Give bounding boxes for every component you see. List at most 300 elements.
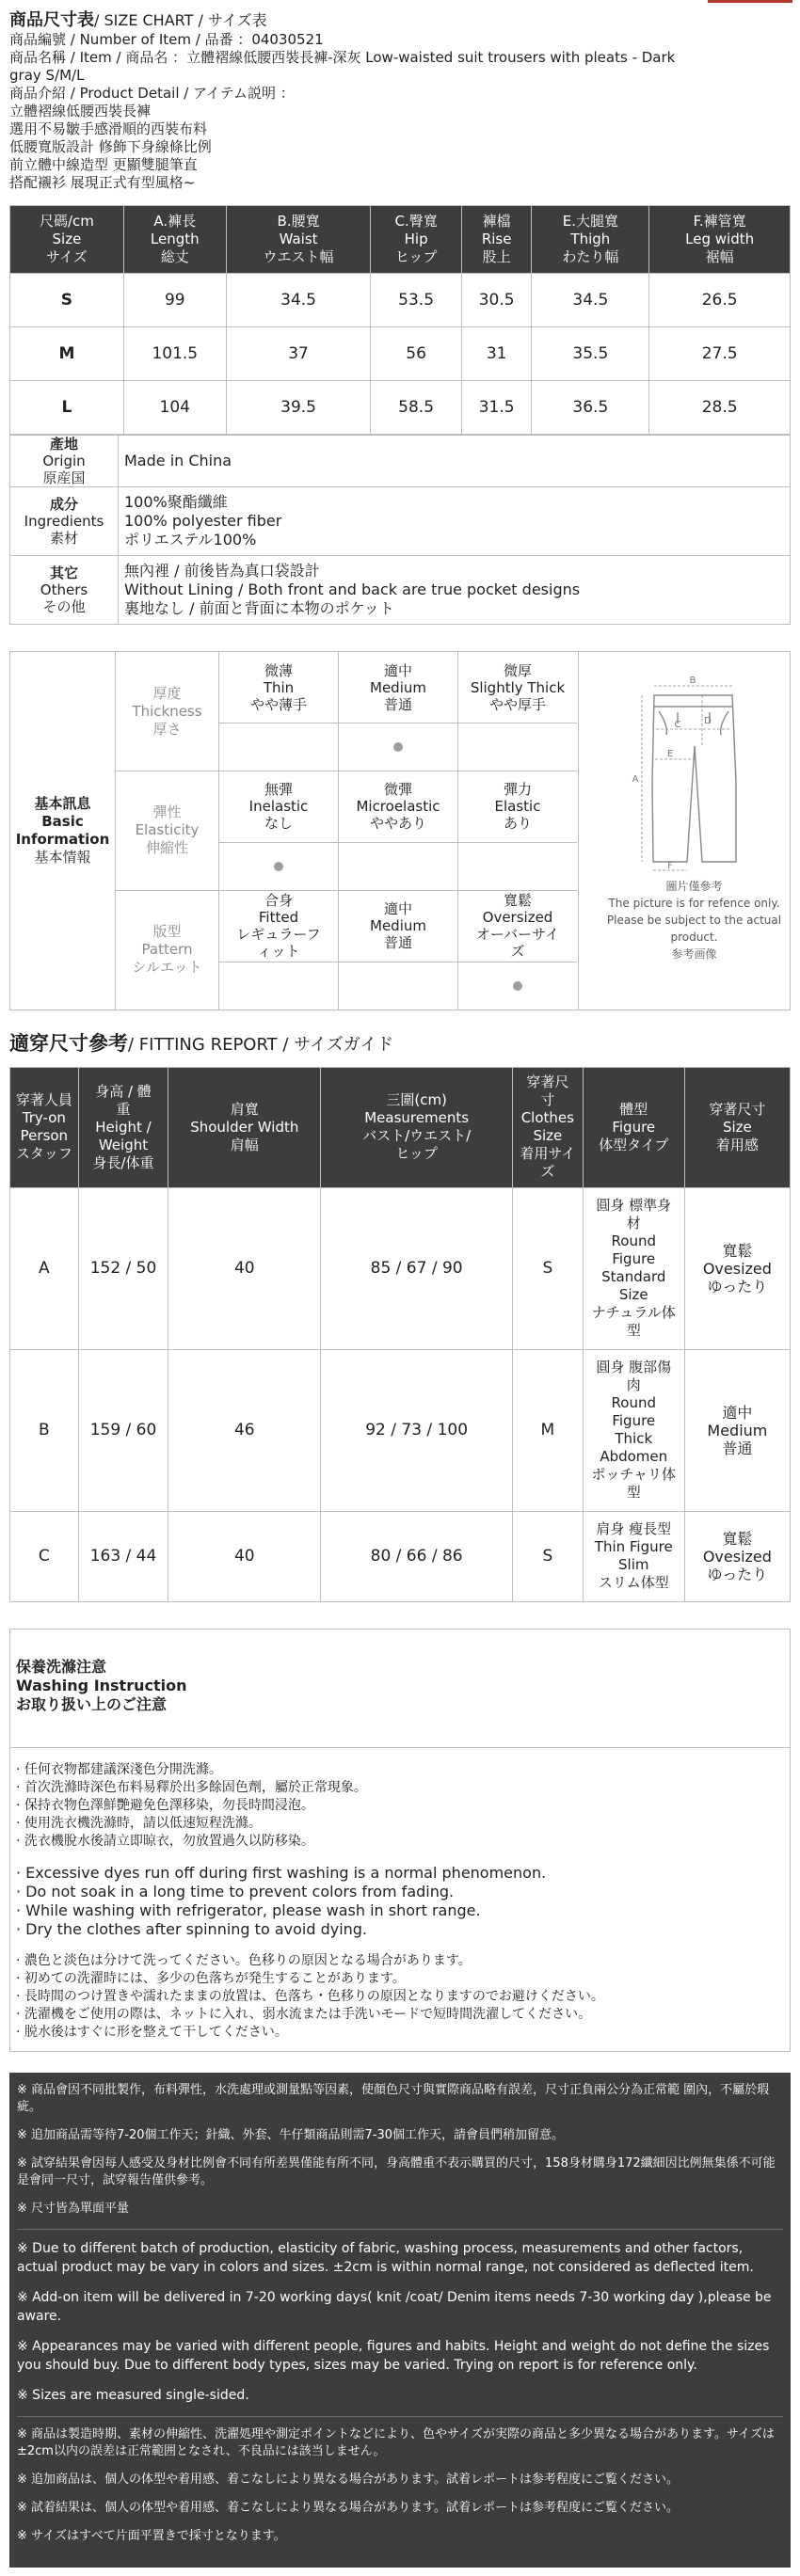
header-line: Try-on [22, 1109, 66, 1127]
attribute-name-line: 伸縮性 [145, 839, 188, 857]
figure-line: Thick [615, 1430, 653, 1448]
figure-line: Round [611, 1232, 656, 1250]
washing-line-jp: · 洗濯機をご使用の際は、ネットに入れ、弱水流または手洗いモードで短時間洗濯してください。 [16, 2006, 592, 2022]
basic-information-panel [9, 651, 791, 1010]
size-value: 34.5 [532, 274, 649, 327]
note-jp: ※ サイズはすべて片面平置きで採寸となります。 [17, 2528, 286, 2543]
attribute-option [458, 652, 577, 771]
option-label-line: ややあり [369, 815, 426, 833]
figure-line: 型 [626, 1322, 641, 1340]
basic-information-label [10, 652, 116, 1010]
caption-line: product. [670, 930, 718, 945]
figure-line: ポッチャリ体 [591, 1466, 677, 1484]
note-zh: ※ 試穿結果會因每人感受及身材比例會不同有所差異僅能有所不同，身高體重不表示購買的尺寸，158身材購身172纖細因比例無集係不可能是會同一尺寸，試穿報告僅供參考。 [17, 2155, 776, 2187]
attribute-grid [116, 652, 577, 1010]
attribute-name-line: Pattern [141, 941, 193, 959]
option-label [458, 891, 577, 962]
header-line: 身高 / 體 [95, 1082, 152, 1100]
info-line: 低腰寬版設計 修飾下身線條比例 [9, 138, 212, 156]
attribute-row [116, 771, 577, 891]
header-line: Weight [98, 1136, 149, 1153]
header-line: 着用サイ [520, 1145, 576, 1163]
attribute-option [219, 891, 339, 1010]
washing-body [10, 1748, 790, 2051]
size-value: 37 [226, 327, 371, 381]
washing-line-jp: · 長時間のつけ置きや濡れたままの放置は、色落ち・色移りの原因となりますのでお避けください。 [16, 1988, 604, 2004]
size-value: 53.5 [371, 274, 461, 327]
notes-panel [9, 2073, 791, 2568]
fitting-report-table [9, 1067, 791, 1602]
option-label-text [249, 781, 309, 832]
header-line: 股上 [482, 248, 511, 266]
figure-line: 肉 [626, 1376, 641, 1394]
product-meta-table [9, 435, 791, 625]
size-header-cell [371, 206, 461, 274]
info-line: 前立體中線造型 更顯雙腿筆直 [9, 156, 198, 174]
option-label-line: 適中 [383, 900, 412, 918]
header-line: 穿著尺 [526, 1073, 569, 1091]
option-indicator [219, 843, 338, 890]
attribute-option [339, 771, 458, 890]
fit-header-cell [684, 1067, 790, 1187]
attribute-name-line: 厚度 [152, 684, 182, 702]
header-line: 穿著人員 [15, 1091, 72, 1109]
size-value: 35.5 [532, 327, 649, 381]
feel-line: ゆったり [707, 1277, 768, 1296]
attribute-option [339, 652, 458, 771]
header-line: A.褲長 [153, 213, 197, 231]
attribute-name-text [132, 923, 201, 977]
option-label [339, 652, 457, 724]
fit-person: C [10, 1511, 79, 1601]
fit-meas: 80 / 66 / 86 [321, 1511, 513, 1601]
option-label-line: 微厚 [503, 661, 532, 679]
size-value: 39.5 [226, 381, 371, 435]
option-indicator [339, 724, 457, 771]
option-label-text [356, 781, 440, 832]
header-line: 寸 [540, 1091, 555, 1109]
meta-value-line: 100% polyester fiber [124, 512, 282, 531]
meta-row [10, 436, 791, 487]
attribute-name-line: Thickness [132, 702, 202, 720]
fit-figure [583, 1187, 684, 1349]
option-label [339, 771, 457, 843]
option-label-line: やや厚手 [488, 695, 546, 713]
option-label-line: Microelastic [356, 798, 440, 816]
note-zh: ※ 尺寸皆為單面平量 [17, 2201, 130, 2216]
header-line: Thigh [570, 231, 611, 248]
header-line: Height / [95, 1118, 152, 1136]
option-label-text [370, 662, 426, 713]
option-label-line: ズ [510, 943, 525, 961]
option-label-line: Slightly Thick [470, 678, 566, 696]
header-line: E.大腿寬 [562, 213, 618, 231]
header-line: わたり幅 [562, 248, 619, 266]
size-value: 56 [371, 327, 461, 381]
option-label [458, 771, 577, 843]
attribute-row [116, 891, 577, 1010]
meta-label-line: 原産国 [42, 469, 86, 487]
option-label-text [236, 892, 320, 960]
fit-size: S [512, 1187, 583, 1349]
note-zh: ※ 商品會因不同批製作，布料彈性，水洗處理或測量點等因素，使顏色尺寸與實際商品略有誤差，尺寸正負兩公分為正常範 圍內，不屬於瑕疵。 [17, 2082, 770, 2114]
option-label-line: オーバーサイ [475, 926, 560, 944]
size-label: S [10, 274, 124, 327]
attribute-option [458, 891, 577, 1010]
option-indicator [458, 962, 577, 1010]
basic-label-line: Information [15, 831, 110, 849]
option-indicator [458, 843, 577, 890]
fit-feel [684, 1187, 790, 1349]
option-label-line: なし [264, 815, 293, 833]
option-label-line: 微彈 [383, 781, 412, 799]
fit-header-cell [512, 1067, 583, 1187]
selected-dot-icon [393, 742, 403, 752]
fit-size: M [512, 1349, 583, 1511]
size-header-cell [649, 206, 791, 274]
diagram-letter-f: F [667, 861, 673, 872]
info-line: 搭配襯衫 展現正式有型風格~ [9, 174, 196, 192]
attribute-option [339, 891, 458, 1010]
meta-value [119, 487, 791, 556]
size-row [10, 327, 791, 381]
attribute-name-line: 厚さ [152, 720, 182, 738]
meta-label [10, 487, 119, 556]
fit-hw: 159 / 60 [78, 1349, 168, 1511]
info-line: gray S/M/L [9, 67, 85, 85]
option-label [339, 891, 457, 962]
note-jp: ※ 追加商品は、個人の体型や着用感、着こなしにより異なる場合があります。試着レポートは参考程度にご覧ください。 [17, 2472, 679, 2487]
fit-shoulder: 46 [168, 1349, 321, 1511]
meta-value-line: 無內裡 / 前後皆為真口袋設計 [124, 562, 320, 580]
header-line: F.褲管寬 [693, 213, 746, 231]
info-line: 立體褶線低腰西裝長褲 [9, 103, 152, 120]
option-label-line: Inelastic [248, 798, 309, 816]
header-line: Clothes [520, 1109, 574, 1127]
meta-row [10, 487, 791, 556]
size-header-cell [123, 206, 226, 274]
washing-heading-line: 保養洗滌注意 [16, 1657, 107, 1676]
figure-line: スリム体型 [598, 1574, 669, 1592]
header-line: Size [722, 1118, 752, 1136]
figure-line: 材 [626, 1215, 641, 1232]
header-line: C.臀寬 [394, 213, 438, 231]
size-value: 30.5 [461, 274, 532, 327]
option-indicator [219, 724, 338, 771]
diagram-letter-e: E [666, 749, 674, 760]
header-line: 體型 [619, 1100, 648, 1118]
size-label: L [10, 381, 124, 435]
option-label-line: Elastic [494, 798, 541, 816]
option-indicator [219, 962, 338, 1010]
note-jp: ※ 商品は製造時期、素材の伸縮性、洗濯処理や測定ポイントなどにより、色やサイズが実際の商品と多少異なる場合があります。サイズは±2cm以内の誤差は正常範囲となされ、不良品には該当しません。 [17, 2426, 775, 2458]
header-line: ズ [540, 1163, 555, 1181]
option-label-text [495, 781, 541, 832]
header-line: バスト/ウエスト/ [362, 1127, 472, 1145]
note-en: ※ Due to different batch of production, elasticity of fabric, washing process, measurements and other factors, actual product may be vary in colors and sizes. ±2cm is within normal range, not considered as deflected item. [17, 2240, 754, 2275]
header-line: Measurements [364, 1109, 470, 1127]
washing-line-jp: · 初めての洗濯時には、多少の色落ちが発生することがあります。 [16, 1970, 406, 1986]
info-line: 選用不易皺手感滑順的西裝布料 [9, 120, 208, 138]
attribute-option [219, 652, 339, 771]
option-label-text [471, 662, 565, 713]
attribute-name-text [136, 803, 200, 857]
fit-shoulder: 40 [168, 1511, 321, 1601]
option-label-text [250, 662, 307, 713]
selected-dot-icon [513, 981, 522, 991]
basic-label-line: 基本情報 [34, 849, 91, 867]
trousers-outline-icon [621, 669, 762, 871]
option-label-line: 無彈 [264, 781, 293, 799]
product-info [9, 31, 791, 192]
washing-line-zh: · 洗衣機脫水後請立即晾衣，勿放置過久以防移染。 [16, 1833, 314, 1849]
basic-label-line: 基本訊息 [34, 795, 91, 813]
header-line: Length [150, 231, 200, 248]
washing-line-zh: · 首次洗滌時深色布料易釋於出多餘固色劑，屬於正常現象。 [16, 1779, 367, 1795]
header-line: Figure [612, 1118, 656, 1136]
note-en: ※ Sizes are measured single-sided. [17, 2387, 249, 2403]
meta-value-line: 100%聚酯纖維 [124, 493, 228, 512]
option-label-line: Medium [370, 678, 426, 696]
header-line: 着用感 [715, 1136, 759, 1153]
meta-label-line: 其它 [49, 564, 78, 582]
header-line: 肩幅 [230, 1136, 259, 1153]
meta-label-line: その他 [42, 598, 86, 616]
fit-header-cell [10, 1067, 79, 1187]
option-label-line: やや薄手 [249, 695, 307, 713]
meta-label-line-wrap [10, 564, 118, 581]
figure-line: 型 [626, 1484, 641, 1502]
washing-line-en: · While washing with refrigerator, please wash in short range. [16, 1900, 481, 1919]
trousers-diagram [578, 652, 800, 1010]
attribute-name [116, 891, 219, 1010]
fit-figure [583, 1349, 684, 1511]
washing-line-zh: · 使用洗衣機洗滌時，請以低速短程洗滌。 [16, 1815, 262, 1831]
info-line: 商品編號 / Number of Item / 品番 ：04030521 [9, 31, 324, 49]
meta-label-line: 成分 [49, 496, 78, 514]
basic-label-line: Basic [41, 813, 84, 831]
figure-line: 圓身 標準身 [596, 1197, 672, 1215]
attribute-name-line: シルエット [132, 959, 202, 977]
note-jp: ※ 試着結果は、個人の体型や着用感、着こなしにより異なる場合があります。試着レポートは参考程度にご覧ください。 [17, 2500, 679, 2515]
header-line: 裾幅 [705, 248, 734, 266]
size-value: 104 [123, 381, 226, 435]
meta-label-line: Ingredients [24, 513, 104, 531]
top-accent-bar [708, 0, 792, 3]
header-line: 褲檔 [482, 213, 511, 231]
header-line: Size [52, 231, 82, 248]
option-label-line: 普通 [383, 934, 412, 952]
header-line: 肩寬 [230, 1100, 259, 1118]
meta-label-line-wrap [10, 436, 118, 453]
washing-line-en: · Excessive dyes run off during first washing is a normal phenomenon. [16, 1863, 547, 1882]
size-value: 101.5 [123, 327, 226, 381]
option-label-line: 彈力 [503, 781, 532, 799]
meta-value-line: 裏地なし / 前面と背面に本物のポケット [124, 599, 394, 618]
figure-line: 肩身 瘦長型 [596, 1520, 672, 1538]
diagram-letter-c: C [674, 720, 681, 731]
meta-value [119, 556, 791, 625]
washing-heading [10, 1630, 790, 1748]
feel-line: 普通 [722, 1439, 753, 1457]
header-line: Shoulder Width [190, 1118, 299, 1136]
caption-line: 圖片僅參考 [665, 880, 723, 894]
fit-feel [684, 1511, 790, 1601]
figure-line: ナチュラル体 [591, 1304, 676, 1322]
option-indicator [339, 843, 457, 890]
header-line: 三圍(cm) [386, 1091, 447, 1109]
header-line: Hip [404, 231, 428, 248]
attribute-name [116, 652, 219, 771]
header-line: 総丈 [160, 248, 189, 266]
fit-header-cell [583, 1067, 684, 1187]
size-table [9, 205, 791, 435]
size-value: 58.5 [371, 381, 461, 435]
meta-row [10, 556, 791, 625]
header-line: 尺碼/cm [39, 213, 94, 231]
fit-shoulder: 40 [168, 1187, 321, 1349]
fit-header-cell [78, 1067, 168, 1187]
washing-heading-line: お取り扱い上のご注意 [16, 1694, 168, 1713]
option-label-line: 微薄 [264, 661, 293, 679]
fit-meas: 85 / 67 / 90 [321, 1187, 513, 1349]
option-label [458, 652, 577, 724]
size-label: M [10, 327, 124, 381]
size-value: 27.5 [649, 327, 791, 381]
attribute-name-line: 版型 [152, 923, 182, 941]
figure-line: Figure [612, 1412, 656, 1430]
meta-value [119, 436, 791, 487]
fit-person: A [10, 1187, 79, 1349]
header-line: スタッフ [15, 1145, 72, 1163]
info-line: 商品介紹 / Product Detail / アイテム説明 ： [9, 85, 295, 103]
option-label-line: Thin [263, 678, 295, 696]
fit-person: B [10, 1349, 79, 1511]
option-label [219, 771, 338, 843]
size-chart-title: 商品尺寸表/ SIZE CHART / サイズ表 [9, 10, 267, 30]
figure-line: Size [618, 1286, 648, 1304]
caption-line: The picture is for refence only. [608, 897, 780, 911]
feel-line: Ovesized [702, 1259, 772, 1278]
washing-line-jp: · 濃色と淡色は分けて洗ってください。色移りの原因となる場合があります。 [16, 1952, 472, 1968]
header-line: 穿著尺寸 [709, 1100, 766, 1118]
option-label-line: 適中 [383, 661, 412, 679]
header-line: サイズ [45, 248, 88, 266]
attribute-row [116, 652, 577, 771]
header-line: 重 [116, 1100, 131, 1118]
header-line: B.腰寬 [277, 213, 320, 231]
selected-dot-icon [274, 862, 283, 871]
size-header-cell [461, 206, 532, 274]
option-label-line: ィット [257, 943, 300, 961]
header-line: Leg width [685, 231, 755, 248]
option-label [219, 652, 338, 724]
header-line: 体型タイプ [599, 1136, 669, 1153]
washing-heading-line: Washing Instruction [16, 1676, 187, 1694]
option-label [219, 891, 338, 962]
diagram-letter-a: A [632, 774, 639, 786]
size-row [10, 381, 791, 435]
meta-label-line-wrap [10, 496, 118, 513]
basic-label-text [16, 795, 110, 867]
fit-row [10, 1511, 791, 1601]
size-header-cell [532, 206, 649, 274]
feel-line: 適中 [722, 1403, 753, 1422]
feel-line: Medium [707, 1421, 768, 1439]
fitting-report-title: 適穿尺寸參考/ FITTING REPORT / サイズガイド [9, 1032, 394, 1056]
figure-line: Round [611, 1394, 656, 1412]
diagram-caption [579, 878, 800, 962]
feel-line: 寬鬆 [722, 1241, 753, 1260]
meta-label-line: 素材 [49, 530, 78, 548]
size-value: 31.5 [461, 381, 532, 435]
header-line: Size [533, 1127, 563, 1145]
header-line: Rise [481, 231, 512, 248]
option-indicator [339, 962, 457, 1010]
fit-figure [583, 1511, 684, 1601]
caption-line: Please be subject to the actual [606, 914, 782, 928]
fit-header-cell [321, 1067, 513, 1187]
size-row [10, 274, 791, 327]
info-line: 商品名稱 / Item / 商品名 ：立體褶線低腰西裝長褲-深灰 Low-waisted suit trousers with pleats - Dark [9, 49, 676, 67]
note-en: ※ Appearances may be varied with different people, figures and habits. Height and weight do not define the sizes you should buy. Due to different body types, sizes may be varied. Trying on report is for reference only. [17, 2338, 770, 2373]
header-line: Person [20, 1127, 69, 1145]
size-header-cell [226, 206, 371, 274]
meta-value-line: Without Lining / Both front and back are true pocket designs [124, 580, 581, 599]
option-label-line: Medium [370, 917, 426, 935]
size-value: 99 [123, 274, 226, 327]
header-line: Waist [279, 231, 318, 248]
meta-value-line: ポリエステル100% [124, 531, 257, 549]
feel-line: ゆったり [707, 1565, 768, 1583]
meta-label-line: 產地 [49, 436, 78, 453]
header-line: 身長/体重 [92, 1153, 154, 1171]
option-label-line: 普通 [383, 695, 412, 713]
attribute-name-text [132, 685, 201, 739]
size-header-cell [10, 206, 124, 274]
attribute-option [219, 771, 339, 890]
fit-feel [684, 1349, 790, 1511]
attribute-name [116, 771, 219, 890]
fit-size: S [512, 1511, 583, 1601]
meta-value-line: Made in China [124, 452, 232, 470]
option-label-line: Fitted [258, 909, 299, 927]
attribute-name-line: Elasticity [135, 821, 200, 839]
washing-instructions [9, 1629, 791, 2052]
washing-line-jp: · 脱水後はすぐに形を整えて干してください。 [16, 2024, 288, 2040]
fit-hw: 152 / 50 [78, 1187, 168, 1349]
fit-row [10, 1349, 791, 1511]
figure-line: Figure [612, 1250, 656, 1268]
washing-line-zh: · 保持衣物色澤鮮艷避免色澤移染，勿長時間浸泡。 [16, 1797, 314, 1813]
meta-label-line: Origin [42, 453, 86, 470]
diagram-letter-d: D [704, 716, 712, 727]
figure-line: Thin Figure [594, 1538, 673, 1556]
note-en: ※ Add-on item will be delivered in 7-20 working days( knit /coat/ Denim items needs 7-30 working day ),please be aware. [17, 2289, 772, 2324]
meta-label [10, 436, 119, 487]
washing-line-en: · Do not soak in a long time to prevent colors from fading. [16, 1882, 455, 1900]
option-label-line: あり [503, 815, 532, 833]
fit-hw: 163 / 44 [78, 1511, 168, 1601]
option-indicator [458, 724, 577, 771]
fit-row [10, 1187, 791, 1349]
figure-line: Standard [601, 1268, 666, 1286]
option-label-text [370, 900, 426, 951]
fit-meas: 92 / 73 / 100 [321, 1349, 513, 1511]
washing-line-zh: · 任何衣物都建議深淺色分開洗滌。 [16, 1761, 222, 1777]
washing-line-en: · Dry the clothes after spinning to avoid dying. [16, 1919, 368, 1938]
size-value: 26.5 [649, 274, 791, 327]
